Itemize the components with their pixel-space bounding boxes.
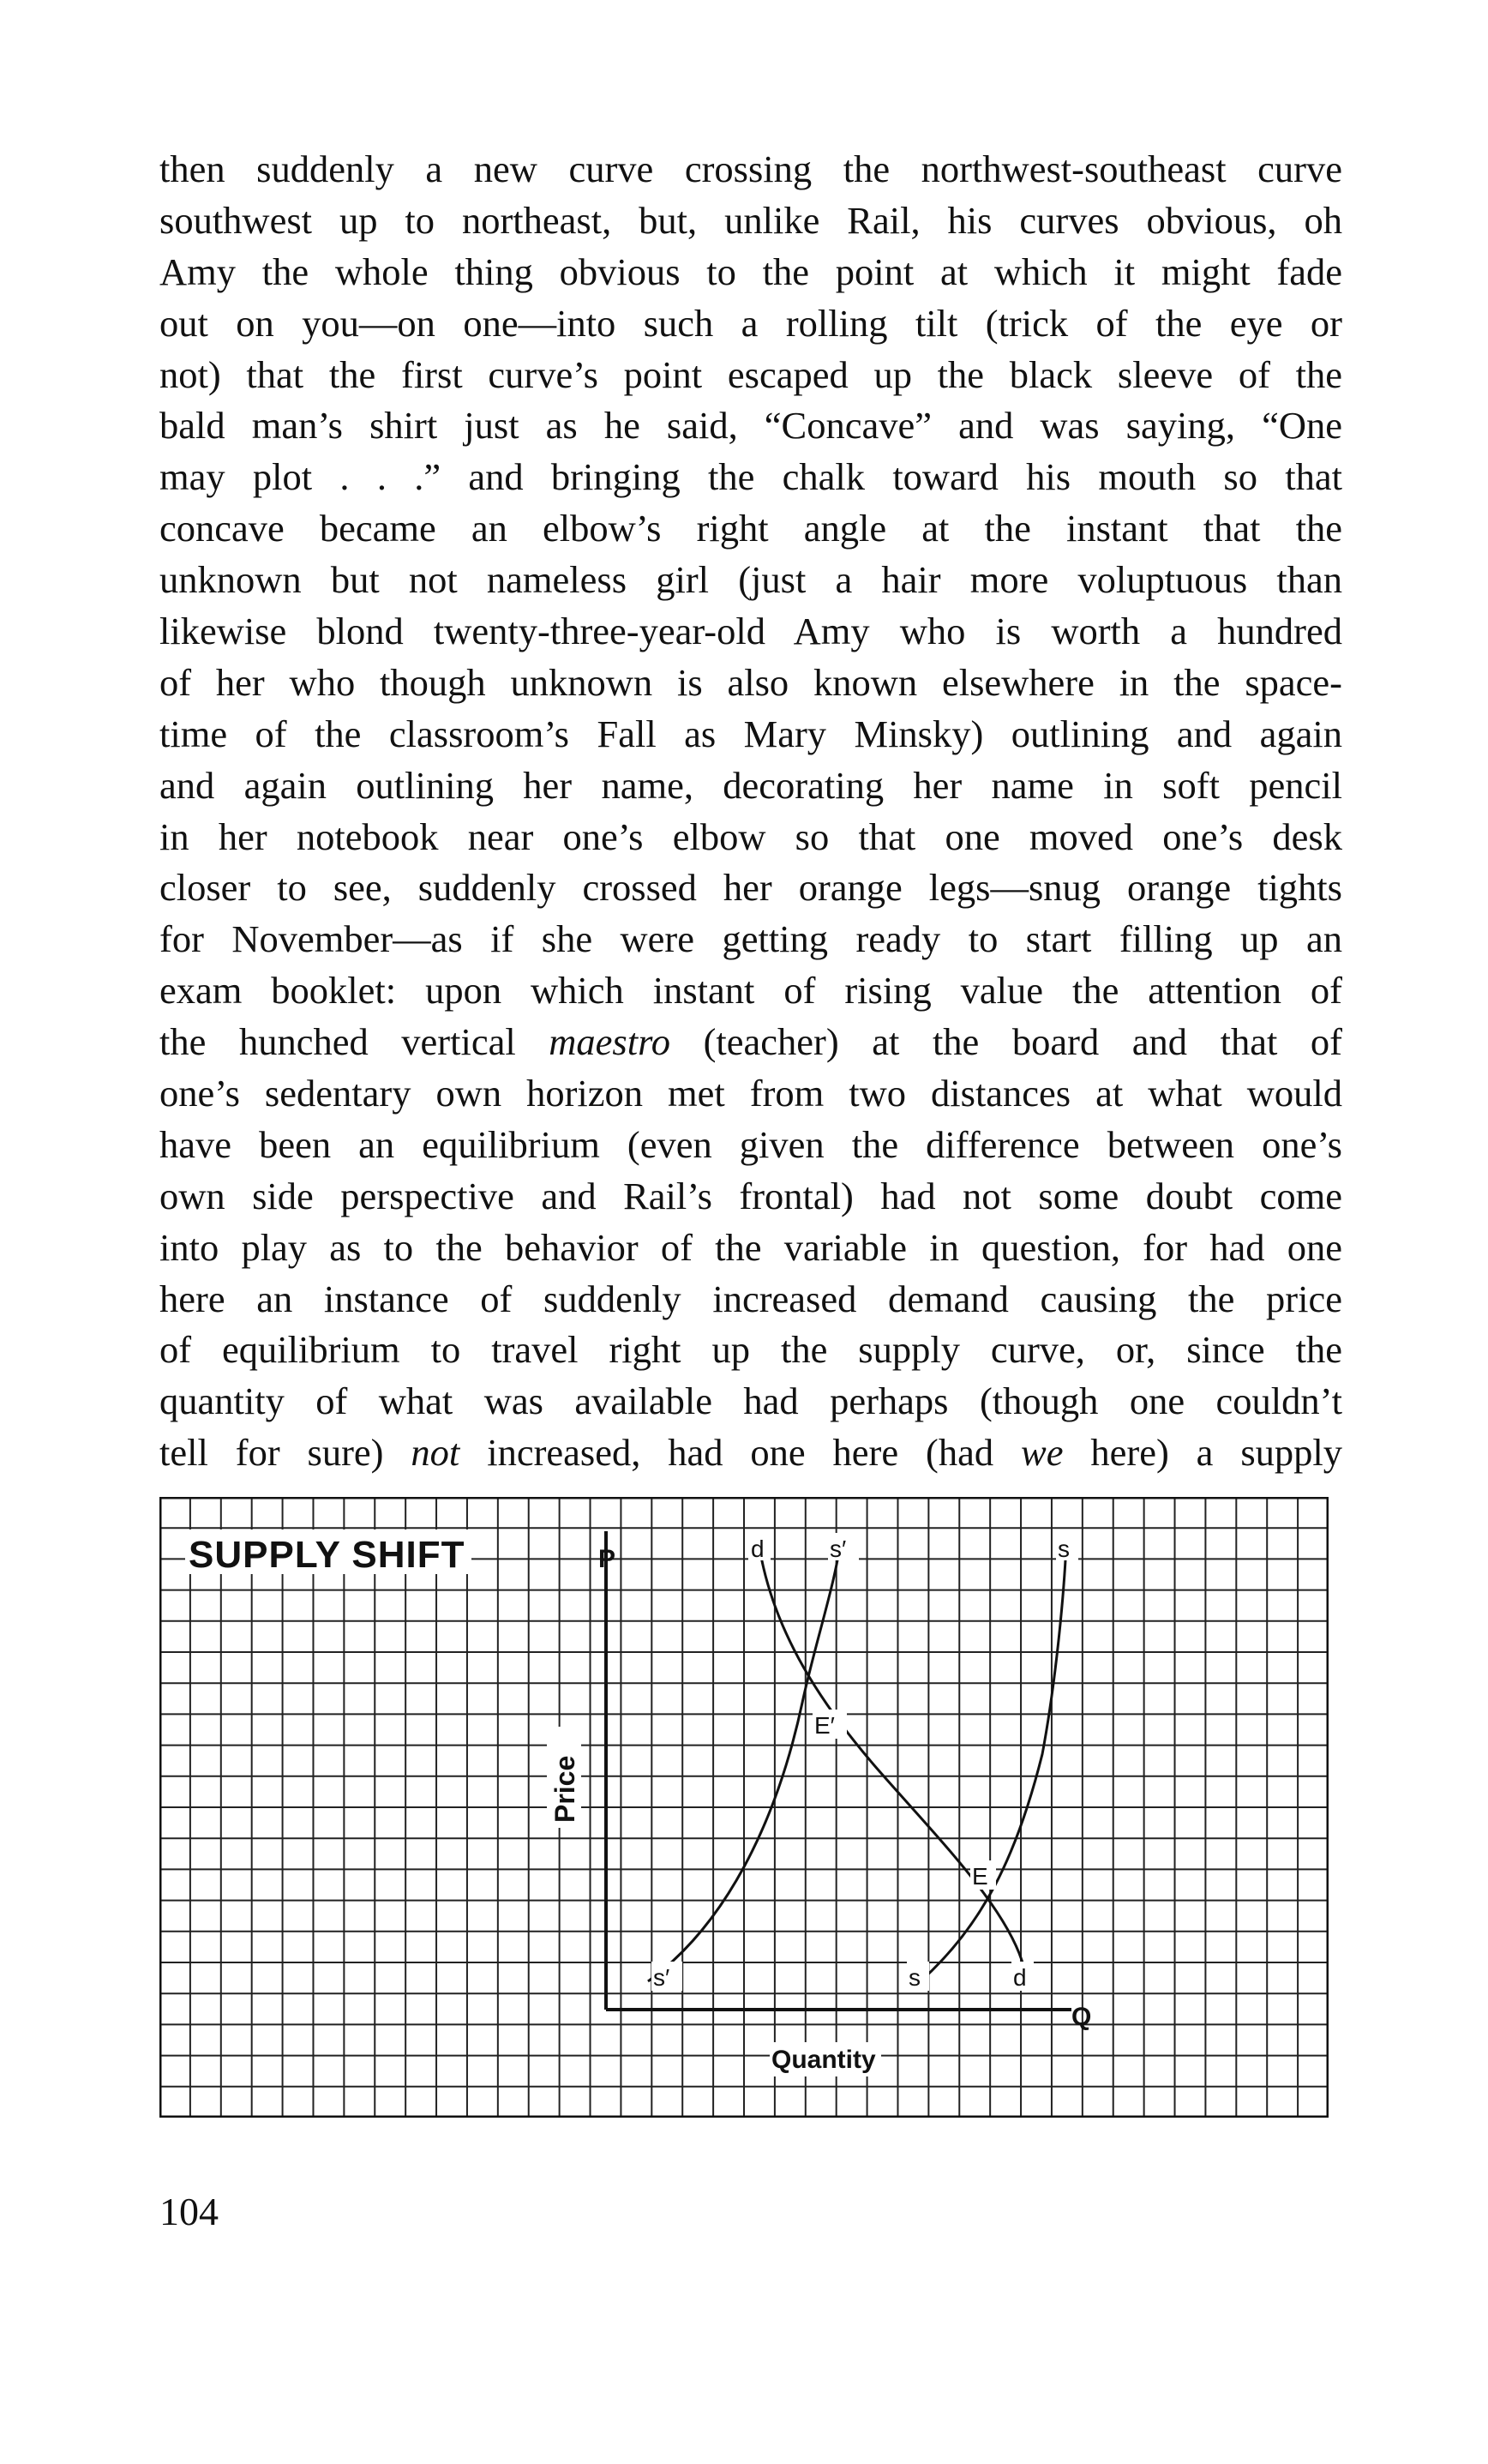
text-line: out on you—on one—into such a rolling tilt (trick of the eye or (159, 301, 1342, 345)
page-number: 104 (159, 2190, 219, 2233)
text-line: time of the classroom’s Fall as Mary Minsky) outlining and again (159, 712, 1342, 755)
emphasized-text: not (411, 1431, 460, 1475)
text-line: concave became an elbow’s right angle at the instant that the (159, 507, 1342, 550)
x-axis-label: Quantity (771, 2046, 876, 2074)
text-line: own side perspective and Rail’s frontal) had not some doubt come (159, 1174, 1342, 1217)
y-axis-label: Price (549, 1755, 580, 1823)
text-line (159, 1017, 1342, 1068)
text-line: quantity of what was available had perhaps (though one couldn’t (159, 1379, 1342, 1423)
supply-shift-figure (159, 1497, 1329, 2118)
figure-title: SUPPLY SHIFT (189, 1534, 465, 1576)
emphasized-text: maestro (549, 1020, 671, 1064)
text-line: not) that the first curve’s point escaped up the black sleeve of the (159, 352, 1342, 396)
new-supply-label-bottom: s′ (653, 1964, 670, 1991)
text-line: here an instance of suddenly increased demand causing the price (159, 1277, 1342, 1320)
text-line: into play as to the behavior of the variable in question, for had one (159, 1225, 1342, 1269)
text-line: then suddenly a new curve crossing the northwest-southeast curve (159, 147, 1342, 190)
old-supply-curve (921, 1544, 1066, 1981)
text-line: may plot . . .” and bringing the chalk toward his mouth so that (159, 455, 1342, 499)
text-line: of equilibrium to travel right up the supply curve, or, since the (159, 1328, 1342, 1372)
text-line: have been an equilibrium (even given the difference between one’s (159, 1122, 1342, 1166)
graph-grid (159, 1497, 1329, 2118)
text-run: (teacher) at the board and that of (670, 1020, 1342, 1064)
text-line: bald man’s shirt just as he said, “Concave” and was saying, “One (159, 404, 1342, 448)
demand-curve (759, 1535, 1026, 1979)
old-equilibrium-label: E (972, 1863, 988, 1890)
text-line: closer to see, suddenly crossed her orange legs—snug orange tights (159, 866, 1342, 910)
text-line: likewise blond twenty-three-year-old Amy who is worth a hundred (159, 610, 1342, 653)
old-supply-label-bottom: s (909, 1964, 921, 1991)
emphasized-text: we (1021, 1431, 1064, 1475)
text-run: the hunched vertical (159, 1020, 549, 1064)
demand-label-top: d (751, 1535, 765, 1562)
text-line: Amy the whole thing obvious to the point at which it might fade (159, 249, 1342, 293)
text-line: of her who though unknown is also known elsewhere in the space- (159, 660, 1342, 704)
text-run: tell for sure) (159, 1431, 411, 1475)
old-supply-label-top: s (1058, 1535, 1070, 1562)
y-axis-letter: P (598, 1545, 616, 1573)
body-text (159, 144, 1342, 1479)
text-line: exam booklet: upon which instant of rising value the attention of (159, 969, 1342, 1013)
demand-label-bottom: d (1013, 1964, 1027, 1991)
text-run: increased, had one here (had (459, 1431, 1022, 1475)
text-line: southwest up to northeast, but, unlike Rail, his curves obvious, oh (159, 198, 1342, 242)
x-axis-letter: Q (1071, 2003, 1092, 2031)
text-run: here) a supply (1063, 1431, 1343, 1475)
text-line: in her notebook near one’s elbow so that one moved one’s desk (159, 814, 1342, 858)
text-line: one’s sedentary own horizon met from two distances at what would (159, 1072, 1342, 1115)
new-supply-label-top: s′ (830, 1535, 847, 1562)
text-line: unknown but not nameless girl (just a hair more voluptuous than (159, 558, 1342, 602)
text-line (159, 1427, 1342, 1479)
text-line: for November—as if she were getting ready to start filling up an (159, 917, 1342, 961)
new-equilibrium-label: E′ (814, 1712, 835, 1739)
text-line: and again outlining her name, decorating her name in soft pencil (159, 763, 1342, 807)
